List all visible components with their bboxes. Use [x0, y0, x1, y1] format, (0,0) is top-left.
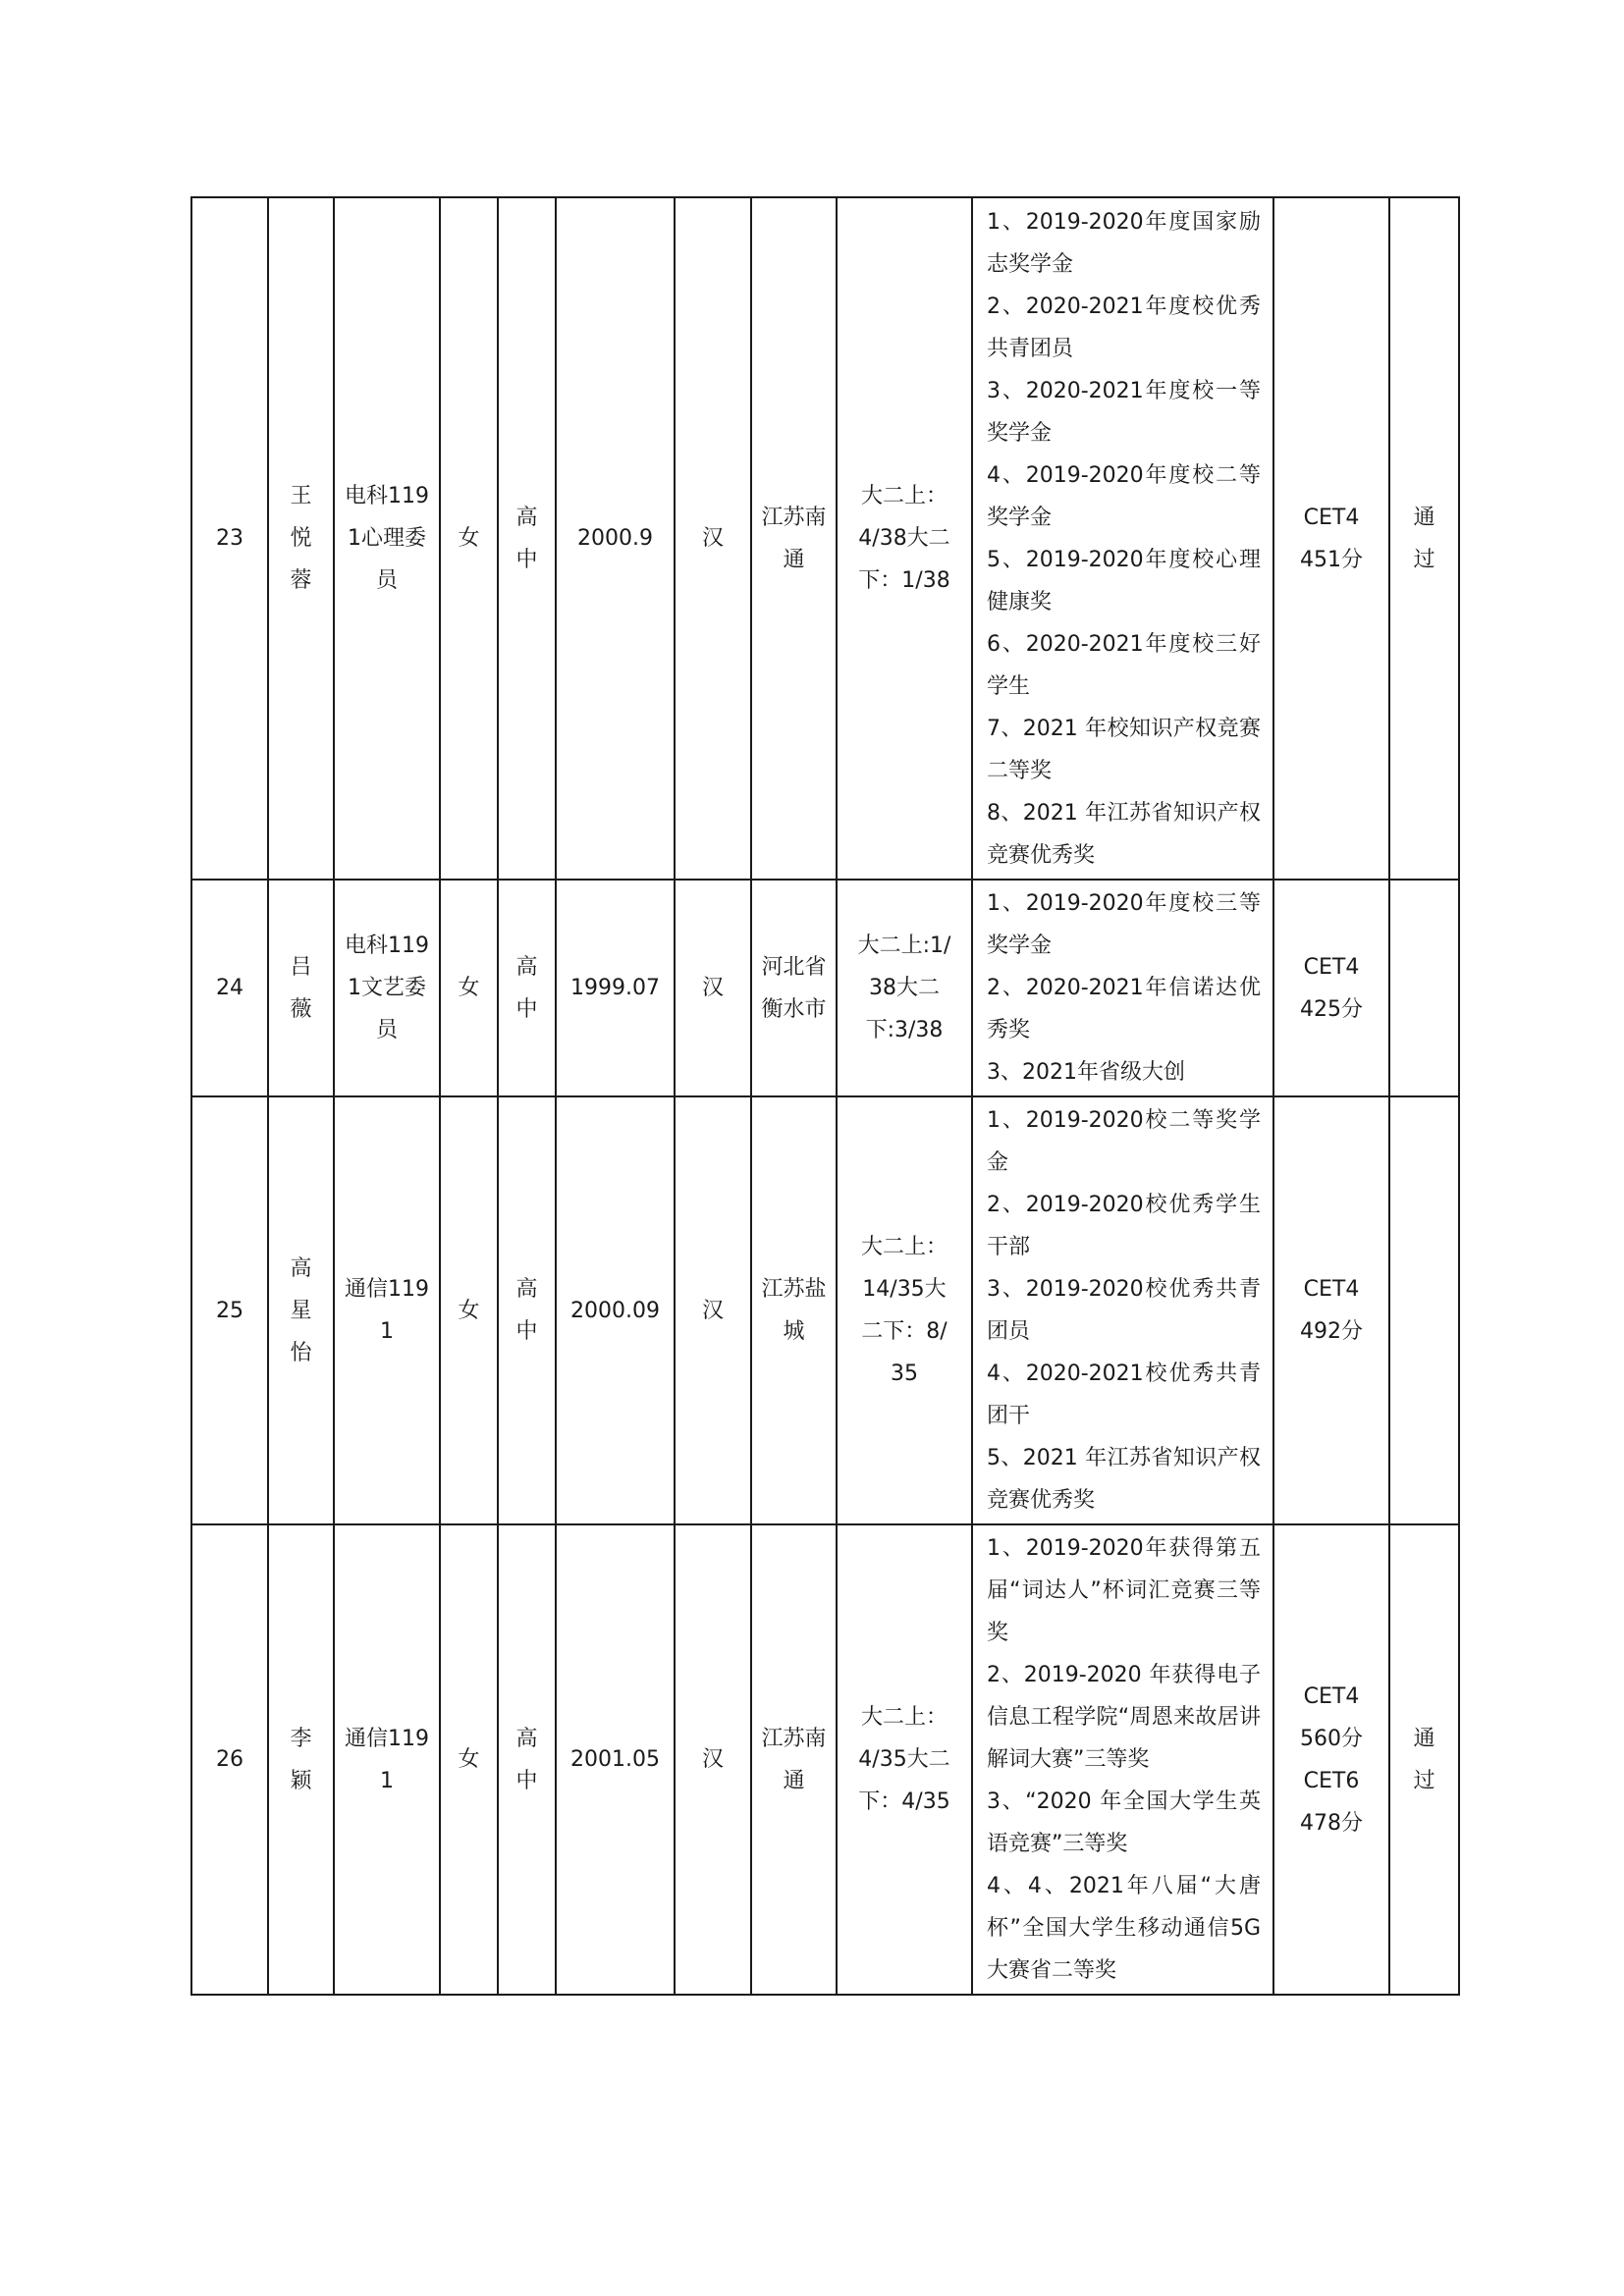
english-score-line: CET4: [1303, 954, 1360, 980]
row-number-cell: [191, 1096, 268, 1524]
ethnicity-cell-text: 汉: [701, 976, 724, 1000]
rank-cell-text: 大二上：4/35大二下：4/35: [858, 1705, 950, 1814]
award-item: 3、2021年省级大创: [987, 1060, 1185, 1085]
ethnicity-cell: [675, 1096, 751, 1524]
name-cell-text: 王悦蓉: [290, 484, 312, 593]
gender-cell: [440, 1524, 498, 1995]
gender-cell: [440, 1096, 498, 1524]
english-score-line: CET4: [1303, 1683, 1360, 1709]
hometown-cell: [751, 1524, 837, 1995]
awards-cell: [972, 197, 1273, 880]
rank-cell-text: 大二上:1/38大二下:3/38: [857, 934, 951, 1042]
rank-cell: [837, 880, 972, 1096]
english-score-line: CET4: [1303, 505, 1360, 530]
english-score-line: 451分: [1300, 547, 1363, 572]
english-score-cell: [1273, 1096, 1389, 1524]
status-cell-text: 通过: [1413, 1726, 1435, 1793]
hometown-cell: [751, 1096, 837, 1524]
birth-cell-text: 2000.09: [570, 1298, 660, 1323]
english-score-cell: [1273, 1524, 1389, 1995]
origin-school-cell: [498, 197, 556, 880]
award-item: 6、2020-2021年度校三好学生: [987, 631, 1261, 699]
origin-school-cell-text: 高中: [515, 1726, 538, 1793]
english-score-line: 478分: [1300, 1810, 1363, 1836]
hometown-cell: [751, 197, 837, 880]
ethnicity-cell-text: 汉: [701, 1298, 724, 1323]
rank-cell-text: 大二上：4/38大二下：1/38: [858, 484, 950, 593]
ethnicity-cell-text: 汉: [701, 526, 724, 551]
award-item: 2、2020-2021年信诺达优秀奖: [987, 976, 1261, 1042]
birth-cell: [556, 880, 675, 1096]
hometown-cell-text: 河北省衡水市: [761, 954, 827, 1022]
name-cell-text: 李颖: [290, 1726, 312, 1793]
hometown-cell-text: 江苏南通: [761, 1726, 827, 1793]
award-item: 1、2019-2020年度国家励志奖学金: [987, 209, 1261, 277]
awards-cell: [972, 880, 1273, 1096]
award-item: 5、2019-2020年度校心理健康奖: [987, 547, 1261, 614]
awards-cell: [972, 1524, 1273, 1995]
hometown-cell-text: 江苏盐城: [761, 1277, 827, 1344]
table-row: [191, 197, 1459, 880]
award-item: 3、2020-2021年度校一等奖学金: [987, 378, 1261, 446]
origin-school-cell: [498, 1524, 556, 1995]
class-role-cell: [334, 1096, 440, 1524]
origin-school-cell: [498, 880, 556, 1096]
ethnicity-cell: [675, 197, 751, 880]
award-item: 3、“2020 年全国大学生英语竞赛”三等奖: [987, 1789, 1261, 1856]
award-item: 1、2019-2020年获得第五届“词达人”杯词汇竞赛三等奖: [987, 1536, 1261, 1645]
gender-cell-text: 女: [458, 1298, 480, 1323]
english-score-cell: [1273, 197, 1389, 880]
birth-cell: [556, 197, 675, 880]
row-number-cell-text: 24: [216, 976, 244, 1000]
origin-school-cell-text: 高中: [515, 954, 538, 1022]
award-item: 2、2019-2020 年获得电子信息工程学院“周恩来故居讲解词大赛”三等奖: [987, 1663, 1261, 1772]
gender-cell-text: 女: [458, 1747, 480, 1772]
award-item: 4、2020-2021校优秀共青团干: [987, 1362, 1261, 1428]
birth-cell: [556, 1524, 675, 1995]
award-item: 3、2019-2020校优秀共青团员: [987, 1277, 1261, 1344]
class-role-cell-text: 通信1191: [345, 1726, 429, 1793]
birth-cell-text: 2001.05: [570, 1747, 660, 1772]
award-item: 4、4、2021年八届“大唐杯”全国大学生移动通信5G大赛省二等奖: [987, 1874, 1261, 1983]
gender-cell-text: 女: [458, 976, 480, 1000]
name-cell: [268, 1096, 334, 1524]
ethnicity-cell-text: 汉: [701, 1747, 724, 1772]
english-score-cell: [1273, 880, 1389, 1096]
class-role-cell: [334, 197, 440, 880]
row-number-cell: [191, 197, 268, 880]
rank-cell: [837, 197, 972, 880]
english-score-line: CET4: [1303, 1277, 1360, 1302]
status-cell-text: 通过: [1413, 505, 1435, 572]
ethnicity-cell: [675, 1524, 751, 1995]
gender-cell-text: 女: [458, 526, 480, 551]
row-number-cell: [191, 1524, 268, 1995]
row-number-cell-text: 23: [216, 526, 244, 551]
hometown-cell: [751, 880, 837, 1096]
table-row: [191, 1096, 1459, 1524]
award-item: 4、2019-2020年度校二等奖学金: [987, 462, 1261, 530]
rank-cell: [837, 1524, 972, 1995]
hometown-cell-text: 江苏南通: [761, 505, 827, 572]
english-score-line: CET6: [1303, 1768, 1360, 1793]
award-item: 1、2019-2020校二等奖学金: [987, 1108, 1261, 1175]
table-row: [191, 880, 1459, 1096]
origin-school-cell-text: 高中: [515, 1277, 538, 1344]
birth-cell-text: 2000.9: [577, 526, 653, 551]
table-row: [191, 1524, 1459, 1995]
english-score-line: 492分: [1300, 1319, 1363, 1344]
row-number-cell-text: 26: [216, 1747, 244, 1772]
origin-school-cell: [498, 1096, 556, 1524]
status-cell: [1389, 1524, 1459, 1995]
status-cell: [1389, 880, 1459, 1096]
award-item: 5、2021 年江苏省知识产权竞赛优秀奖: [987, 1446, 1261, 1513]
class-role-cell: [334, 1524, 440, 1995]
class-role-cell-text: 电科1191心理委员: [345, 484, 429, 593]
row-number-cell: [191, 880, 268, 1096]
award-item: 7、2021 年校知识产权竞赛二等奖: [987, 716, 1261, 783]
gender-cell: [440, 880, 498, 1096]
birth-cell: [556, 1096, 675, 1524]
name-cell-text: 高星怡: [290, 1255, 312, 1365]
name-cell: [268, 1524, 334, 1995]
gender-cell: [440, 197, 498, 880]
rank-cell: [837, 1096, 972, 1524]
ethnicity-cell: [675, 880, 751, 1096]
awards-cell: [972, 1096, 1273, 1524]
class-role-cell: [334, 880, 440, 1096]
name-cell: [268, 880, 334, 1096]
rank-cell-text: 大二上：14/35大二下：8/35: [860, 1235, 947, 1386]
award-item: 2、2020-2021年度校优秀共青团员: [987, 294, 1261, 361]
award-item: 1、2019-2020年度校三等奖学金: [987, 891, 1261, 958]
status-cell: [1389, 197, 1459, 880]
status-cell: [1389, 1096, 1459, 1524]
origin-school-cell-text: 高中: [515, 505, 538, 572]
row-number-cell-text: 25: [216, 1298, 244, 1323]
roster-body: [191, 197, 1459, 1995]
student-roster-table: [190, 196, 1460, 1996]
birth-cell-text: 1999.07: [570, 976, 660, 1000]
english-score-line: 560分: [1300, 1726, 1363, 1751]
class-role-cell-text: 通信1191: [345, 1277, 429, 1344]
class-role-cell-text: 电科1191文艺委员: [345, 934, 429, 1042]
name-cell: [268, 197, 334, 880]
name-cell-text: 吕薇: [290, 954, 312, 1022]
award-item: 8、2021 年江苏省知识产权竞赛优秀奖: [987, 800, 1261, 868]
award-item: 2、2019-2020校优秀学生干部: [987, 1193, 1261, 1259]
english-score-line: 425分: [1300, 996, 1363, 1022]
